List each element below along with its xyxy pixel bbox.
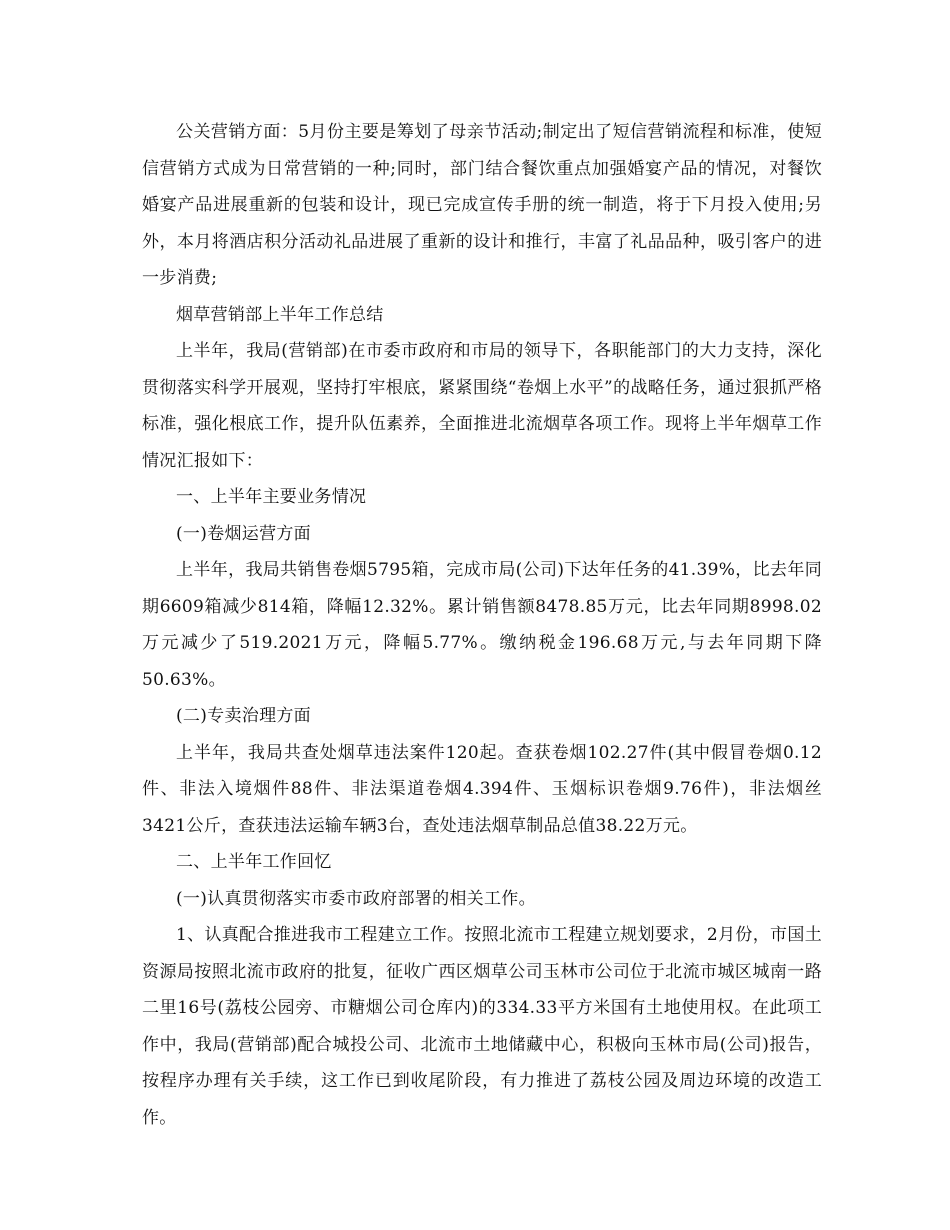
paragraph-cigarette-sales: 上半年，我局共销售卷烟5795箱，完成市局(公司)下达年任务的41.39%，比去年同期6609箱减少814箱，降幅12.32%。累计销售额8478.85万元，比去年同期8998.02万元减少了519.2021万元，降幅5.77%。缴纳税金196.68万元,与去年同期下降50.63%。 bbox=[142, 560, 822, 690]
heading-main-business: 一、上半年主要业务情况 bbox=[176, 487, 367, 507]
heading-work-review: 二、上半年工作回忆 bbox=[176, 852, 332, 872]
document-body bbox=[142, 114, 822, 1136]
subheading-monopoly-management: (二)专卖治理方面 bbox=[176, 706, 311, 726]
subheading-cigarette-operations: (一)卷烟运营方面 bbox=[176, 523, 311, 544]
section-title-tobacco-summary: 烟草营销部上半年工作总结 bbox=[176, 304, 384, 325]
subheading-implementation: (一)认真贯彻落实市委市政府部署的相关工作。 bbox=[176, 888, 536, 909]
paragraph-law-enforcement: 上半年，我局共查处烟草违法案件120起。查获卷烟102.27件(其中假冒卷烟0.12件、非法入境烟件88件、非法渠道卷烟4.394件、玉烟标识卷烟9.76件)，非法烟丝3421公斤，查获违法运输车辆3台，查处违法烟草制品总值38.22万元。 bbox=[142, 742, 822, 836]
paragraph-public-relations-marketing: 公关营销方面：5月份主要是筹划了母亲节活动;制定出了短信营销流程和标准，使短信营销方式成为日常营销的一种;同时，部门结合餐饮重点加强婚宴产品的情况，对餐饮婚宴产品进展重新的包装和设计，现已完成宣传手册的统一制造，将于下月投入使用;另外，本月将酒店积分活动礼品进展了重新的设计和推行，丰富了礼品品种，吸引客户的进一步消费; bbox=[142, 122, 822, 288]
paragraph-introduction: 上半年，我局(营销部)在市委市政府和市局的领导下，各职能部门的大力支持，深化贯彻落实科学开展观，坚持打牢根底，紧紧围绕“卷烟上水平”的战略任务，通过狠抓严格标准，强化根底工作，提升队伍素养，全面推进北流烟草各项工作。现将上半年烟草工作情况汇报如下： bbox=[142, 341, 822, 471]
paragraph-project-construction: 1、认真配合推进我市工程建立工作。按照北流市工程建立规划要求，2月份，市国土资源局按照北流市政府的批复，征收广西区烟草公司玉林市公司位于北流市城区城南一路二里16号(荔枝公园旁、市糖烟公司仓库内)的334.33平方米国有土地使用权。在此项工作中，我局(营销部)配合城投公司、北流市土地储藏中心，积极向玉林市局(公司)报告，按程序办理有关手续，这工作已到收尾阶段，有力推进了荔枝公园及周边环境的改造工作。 bbox=[142, 925, 822, 1128]
